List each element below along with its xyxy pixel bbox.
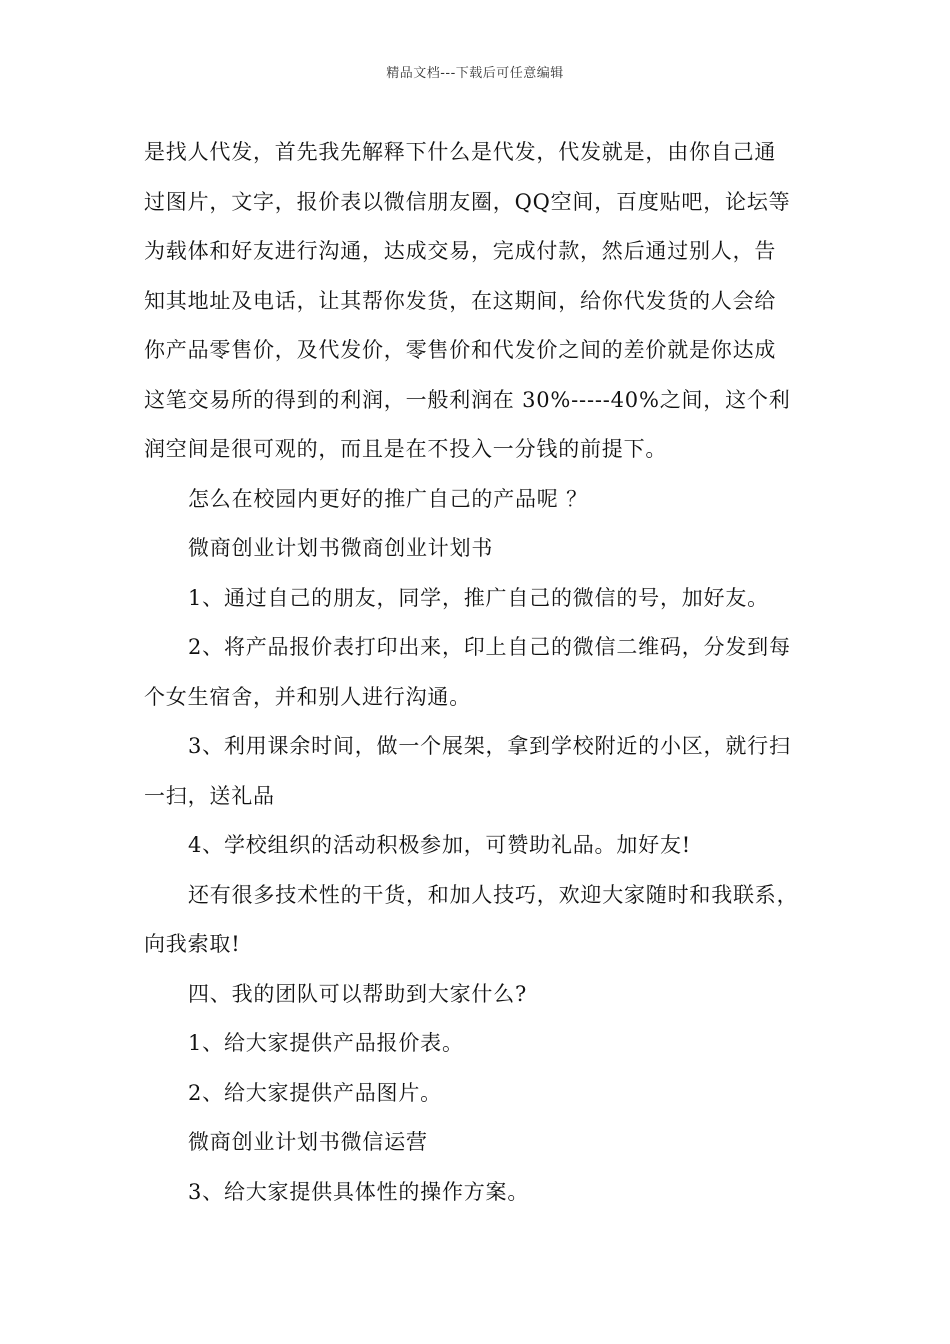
- list-item: 2、将产品报价表打印出来，印上自己的微信二维码，分发到每: [188, 635, 791, 659]
- paragraph-line: 是找人代发，首先我先解释下什么是代发，代发就是，由你自己通: [144, 140, 777, 164]
- page-header: 精品文档---下载后可任意编辑: [386, 66, 564, 81]
- paragraph-line: 这笔交易所的得到的利润，一般利润在 30%-----40%之间，这个利: [144, 387, 791, 412]
- list-item: 3、给大家提供具体性的操作方案。: [188, 1179, 530, 1204]
- section-heading: 四、我的团队可以帮助到大家什么?: [188, 981, 528, 1006]
- paragraph-line: 你产品零售价，及代发价，零售价和代发价之间的差价就是你达成: [144, 338, 777, 362]
- paragraph-line: 润空间是很可观的，而且是在不投入一分钱的前提下。: [144, 437, 668, 461]
- list-item-continuation: 一扫，送礼品: [144, 783, 275, 808]
- paragraph-line: 过图片，文字，报价表以微信朋友圈，QQ空间，百度贴吧，论坛等: [144, 189, 791, 214]
- paragraph-heading: 微商创业计划书微信运营: [188, 1130, 428, 1154]
- list-item: 4、学校组织的活动积极参加，可赞助礼品。加好友!: [188, 833, 691, 857]
- document-body: [144, 128, 824, 1217]
- paragraph-line: 知其地址及电话，让其帮你发货，在这期间，给你代发货的人会给: [144, 288, 777, 313]
- list-item: 3、利用课余时间，做一个展架，拿到学校附近的小区，就行扫: [188, 734, 791, 758]
- list-item: 1、通过自己的朋友，同学，推广自己的微信的号，加好友。: [188, 585, 769, 610]
- list-item-continuation: 个女生宿舍，并和别人进行沟通。: [144, 684, 471, 709]
- list-item: 2、给大家提供产品图片。: [188, 1080, 442, 1105]
- paragraph-line: 向我索取!: [144, 932, 241, 956]
- list-item: 1、给大家提供产品报价表。: [188, 1031, 464, 1055]
- paragraph-line: 还有很多技术性的干货，和加人技巧，欢迎大家随时和我联系，: [188, 882, 799, 907]
- paragraph-line: 为载体和好友进行沟通，达成交易，完成付款，然后通过别人，告: [144, 239, 777, 263]
- paragraph-heading: 怎么在校园内更好的推广自己的产品呢 ？: [188, 486, 588, 511]
- paragraph-heading: 微商创业计划书微商创业计划书: [188, 536, 494, 560]
